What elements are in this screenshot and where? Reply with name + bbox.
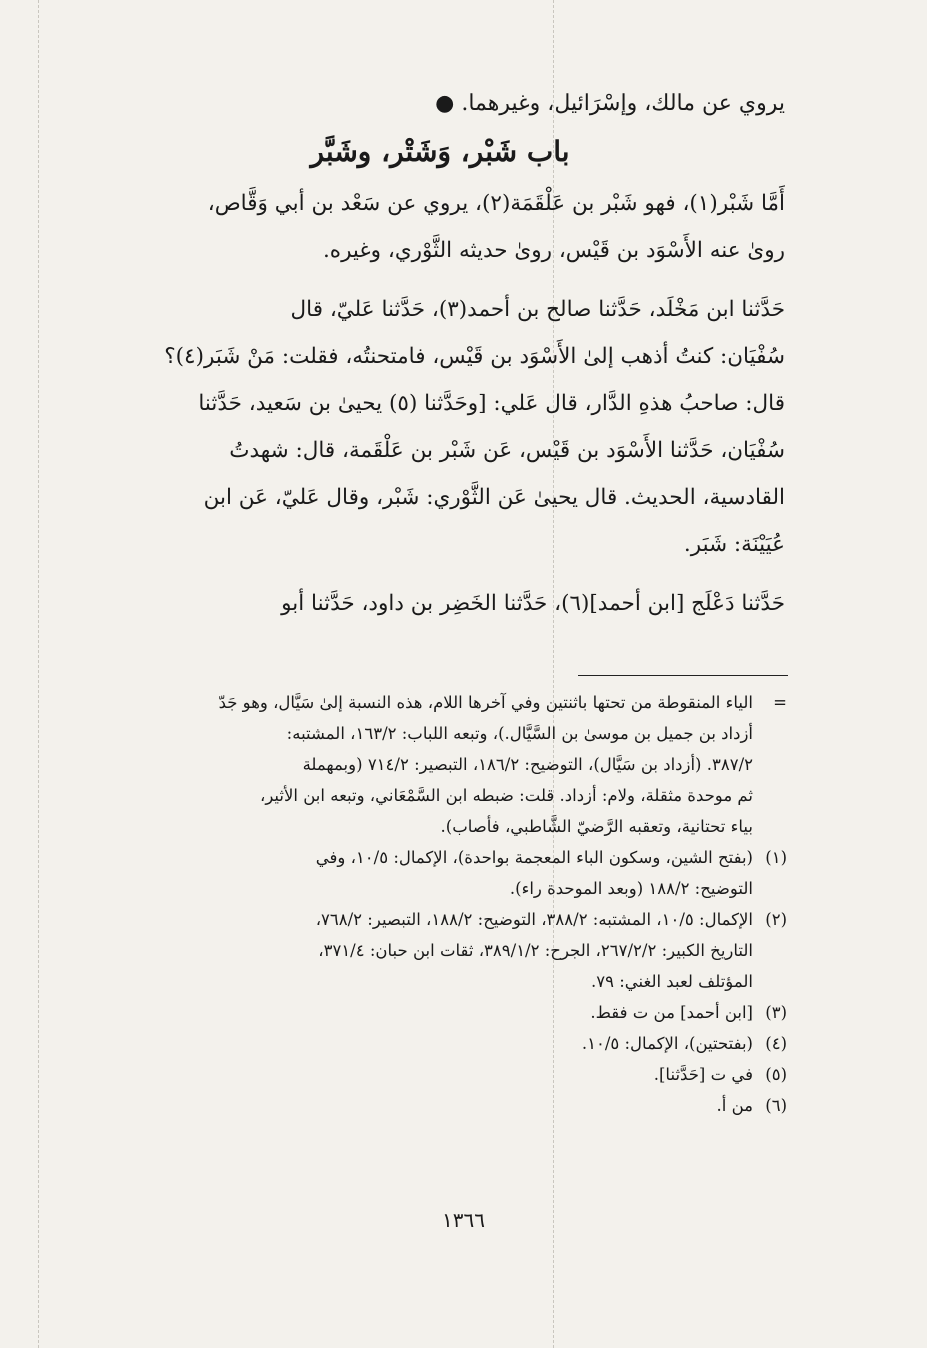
text-line: حَدَّثنا ابن مَخْلَد، حَدَّثنا صالح بن أحمد(٣)، حَدَّثنا عَليّ، قال	[290, 297, 785, 322]
paragraph	[95, 180, 785, 274]
footnote-marker: =	[773, 693, 787, 712]
text-line: سُفْيَان: كنتُ أذهب إلىٰ الأَسْوَد بن قَيْس، فامتحنتُه، فقلت: مَنْ شَبَر(٤)؟	[164, 344, 785, 369]
footnotes	[95, 687, 787, 1121]
footnote	[95, 687, 787, 842]
footnote	[95, 1059, 787, 1090]
text-line: قال: صاحبُ هذهِ الدَّار، قال عَلي: [وحَدَّثنا (٥) يحيىٰ بن سَعيد، حَدَّثنا	[198, 391, 785, 416]
footnote-marker: (٣)	[765, 1003, 787, 1022]
footnote	[95, 904, 787, 997]
footnote-line: التوضيح: ١٨٨/٢ (وبعد الموحدة راء).	[509, 879, 753, 898]
footnote-marker: (٥)	[765, 1065, 787, 1084]
main-text	[95, 84, 785, 627]
footnote-line: بياء تحتانية، وتعقبه الرَّضيّ الشَّاطبي، فأصاب).	[440, 817, 753, 836]
footnote-line: (بفتحتين)، الإكمال: ١٠/٥.	[581, 1034, 753, 1053]
footnote-line: (بفتح الشين، وسكون الباء المعجمة بواحدة)، الإكمال: ١٠/٥، وفي	[315, 848, 753, 867]
chapter-heading: باب شَبْر، وَشَتْر، وشَبَّر	[310, 135, 570, 168]
text-line: عُيَيْنَة: شَبَر.	[683, 532, 785, 557]
footnote-line: ٣٨٧/٢. (أزداد بن سَيَّال)، التوضيح: ١٨٦/٢، التبصير: ٧١٤/٢ (وبمهملة	[302, 755, 753, 774]
text-line: أَمَّا شَبْر(١)، فهو شَبْر بن عَلْقَمَة(٢)، يروي عن سَعْد بن أبي وَقَّاص،	[207, 191, 785, 216]
text-line: روىٰ عنه الأَسْوَد بن قَيْس، روىٰ حديثه الثَّوْري، وغيره.	[322, 238, 785, 263]
footnote-line: المؤتلف لعبد الغني: ٧٩.	[590, 972, 753, 991]
footnote-marker: (١)	[765, 848, 787, 867]
text-line: حَدَّثنا دَعْلَج [ابن أحمد](٦)، حَدَّثنا الخَضِر بن داود، حَدَّثنا أبو	[281, 591, 785, 616]
top-line: يروي عن مالك، وإسْرَائيل، وغيرهما. ●	[435, 91, 785, 116]
footnote-line: ثم موحدة مثقلة، ولام: أزداد. قلت: ضبطه ابن السَّمْعَاني، وتبعه ابن الأثير،	[260, 786, 753, 805]
footnote-line: في ت [حَدَّثنا].	[653, 1065, 753, 1084]
footnote-marker: (٦)	[765, 1096, 787, 1115]
footnote-line: [ابن أحمد] من ت فقط.	[590, 1003, 753, 1022]
text-line: سُفْيَان، حَدَّثنا الأَسْوَد بن قَيْس، عَن شَبْر بن عَلْقَمة، قال: شهدتُ	[229, 438, 785, 463]
footnote	[95, 842, 787, 904]
paragraph	[95, 286, 785, 568]
footnote-line: الإكمال: ١٠/٥، المشتبه: ٣٨٨/٢، التوضيح: ١٨٨/٢، التبصير: ٧٦٨/٢،	[315, 910, 753, 929]
footnote-line: أزداد بن جميل بن موسىٰ بن السَّيَّال.)، وتبعه اللباب: ١٦٣/٢، المشتبه:	[286, 724, 753, 743]
footnote-separator	[578, 675, 788, 676]
footnote-line: التاريخ الكبير: ٢٦٧/٢/٢، الجرح: ٣٨٩/١/٢، ثقات ابن حبان: ٣٧١/٤،	[318, 941, 753, 960]
footnote	[95, 997, 787, 1028]
paragraph	[95, 580, 785, 627]
footnote-marker: (٢)	[765, 910, 787, 929]
page-number: ١٣٦٦	[442, 1208, 485, 1232]
scan-fold-line	[38, 0, 39, 1348]
footnote-line: الياء المنقوطة من تحتها باثنتين وفي آخرها اللام، هذه النسبة إلىٰ سَيَّال، وهو جَدّ	[218, 693, 753, 712]
footnote-marker: (٤)	[765, 1034, 787, 1053]
footnote	[95, 1090, 787, 1121]
footnote-line: من أ.	[716, 1096, 753, 1115]
text-line: القادسية، الحديث. قال يحيىٰ عَن الثَّوْري: شَبْر، وقال عَليّ، عَن ابن	[203, 485, 785, 510]
footnote	[95, 1028, 787, 1059]
